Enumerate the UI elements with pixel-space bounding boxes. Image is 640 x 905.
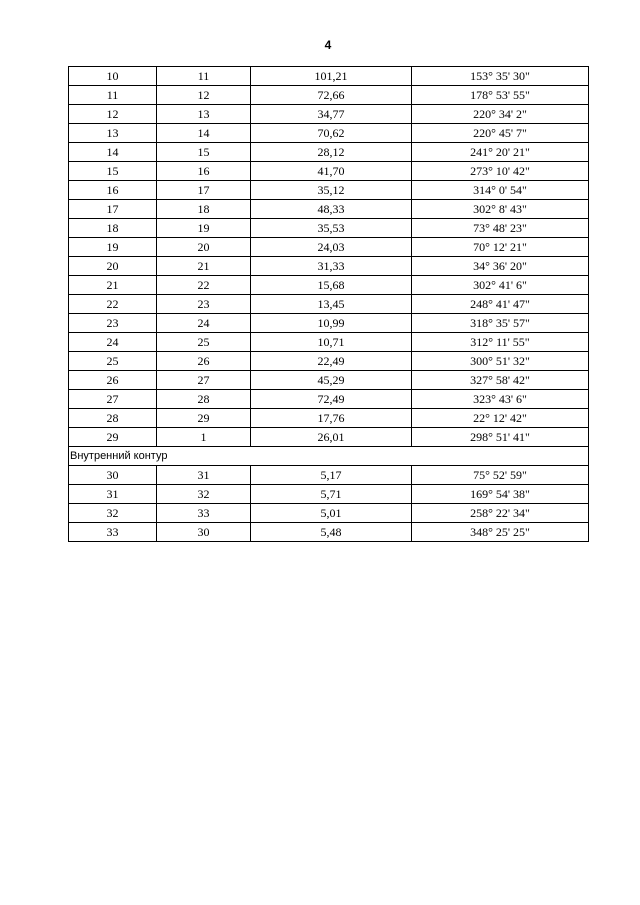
to-point-cell: 20: [157, 238, 251, 257]
length-cell: 101,21: [251, 67, 412, 86]
angle-cell: 348° 25' 25": [412, 523, 589, 542]
section-header-row: [69, 447, 589, 466]
table-row: [69, 371, 589, 390]
to-point-cell: 18: [157, 200, 251, 219]
angle-cell: 34° 36' 20": [412, 257, 589, 276]
table-row: [69, 504, 589, 523]
table-row: [69, 352, 589, 371]
from-point-cell: 31: [69, 485, 157, 504]
from-point-cell: 28: [69, 409, 157, 428]
angle-cell: 73° 48' 23": [412, 219, 589, 238]
to-point-cell: 13: [157, 105, 251, 124]
length-cell: 45,29: [251, 371, 412, 390]
to-point-cell: 17: [157, 181, 251, 200]
angle-cell: 327° 58' 42": [412, 371, 589, 390]
angle-cell: 220° 34' 2": [412, 105, 589, 124]
table-row: [69, 162, 589, 181]
to-point-cell: 25: [157, 333, 251, 352]
angle-cell: 248° 41' 47": [412, 295, 589, 314]
to-point-cell: 29: [157, 409, 251, 428]
table-row: [69, 181, 589, 200]
angle-cell: 323° 43' 6": [412, 390, 589, 409]
to-point-cell: 26: [157, 352, 251, 371]
angle-cell: 318° 35' 57": [412, 314, 589, 333]
length-cell: 22,49: [251, 352, 412, 371]
angle-cell: 298° 51' 41": [412, 428, 589, 447]
length-cell: 5,17: [251, 466, 412, 485]
to-point-cell: 24: [157, 314, 251, 333]
to-point-cell: 21: [157, 257, 251, 276]
angle-cell: 300° 51' 32": [412, 352, 589, 371]
length-cell: 10,99: [251, 314, 412, 333]
to-point-cell: 14: [157, 124, 251, 143]
table-row: [69, 276, 589, 295]
table-row: [69, 390, 589, 409]
from-point-cell: 25: [69, 352, 157, 371]
length-cell: 15,68: [251, 276, 412, 295]
from-point-cell: 10: [69, 67, 157, 86]
to-point-cell: 27: [157, 371, 251, 390]
table-row: [69, 466, 589, 485]
table-row: [69, 409, 589, 428]
from-point-cell: 22: [69, 295, 157, 314]
angle-cell: 220° 45' 7": [412, 124, 589, 143]
from-point-cell: 19: [69, 238, 157, 257]
length-cell: 48,33: [251, 200, 412, 219]
angle-cell: 241° 20' 21": [412, 143, 589, 162]
table-row: [69, 200, 589, 219]
length-cell: 10,71: [251, 333, 412, 352]
from-point-cell: 13: [69, 124, 157, 143]
from-point-cell: 12: [69, 105, 157, 124]
to-point-cell: 23: [157, 295, 251, 314]
table-row: [69, 314, 589, 333]
table-row: [69, 124, 589, 143]
to-point-cell: 32: [157, 485, 251, 504]
angle-cell: 314° 0' 54": [412, 181, 589, 200]
to-point-cell: 30: [157, 523, 251, 542]
table-row: [69, 86, 589, 105]
from-point-cell: 33: [69, 523, 157, 542]
boundary-segments-table: [68, 66, 589, 542]
length-cell: 70,62: [251, 124, 412, 143]
table-row: [69, 485, 589, 504]
from-point-cell: 15: [69, 162, 157, 181]
to-point-cell: 15: [157, 143, 251, 162]
from-point-cell: 23: [69, 314, 157, 333]
from-point-cell: 20: [69, 257, 157, 276]
to-point-cell: 1: [157, 428, 251, 447]
angle-cell: 153° 35' 30": [412, 67, 589, 86]
angle-cell: 169° 54' 38": [412, 485, 589, 504]
length-cell: 35,12: [251, 181, 412, 200]
angle-cell: 22° 12' 42": [412, 409, 589, 428]
length-cell: 35,53: [251, 219, 412, 238]
to-point-cell: 19: [157, 219, 251, 238]
length-cell: 24,03: [251, 238, 412, 257]
from-point-cell: 26: [69, 371, 157, 390]
to-point-cell: 28: [157, 390, 251, 409]
table-row: [69, 257, 589, 276]
length-cell: 72,66: [251, 86, 412, 105]
from-point-cell: 17: [69, 200, 157, 219]
from-point-cell: 14: [69, 143, 157, 162]
angle-cell: 178° 53' 55": [412, 86, 589, 105]
angle-cell: 75° 52' 59": [412, 466, 589, 485]
inner-contour-title: Внутренний контур: [69, 447, 589, 466]
length-cell: 41,70: [251, 162, 412, 181]
table-body: [69, 67, 589, 542]
angle-cell: 258° 22' 34": [412, 504, 589, 523]
from-point-cell: 16: [69, 181, 157, 200]
length-cell: 34,77: [251, 105, 412, 124]
to-point-cell: 22: [157, 276, 251, 295]
length-cell: 26,01: [251, 428, 412, 447]
page-number: 4: [324, 38, 332, 52]
to-point-cell: 12: [157, 86, 251, 105]
length-cell: 5,01: [251, 504, 412, 523]
length-cell: 31,33: [251, 257, 412, 276]
table-row: [69, 428, 589, 447]
from-point-cell: 24: [69, 333, 157, 352]
length-cell: 13,45: [251, 295, 412, 314]
angle-cell: 302° 8' 43": [412, 200, 589, 219]
table-row: [69, 523, 589, 542]
to-point-cell: 31: [157, 466, 251, 485]
length-cell: 72,49: [251, 390, 412, 409]
table-row: [69, 219, 589, 238]
angle-cell: 302° 41' 6": [412, 276, 589, 295]
to-point-cell: 11: [157, 67, 251, 86]
angle-cell: 273° 10' 42": [412, 162, 589, 181]
from-point-cell: 32: [69, 504, 157, 523]
from-point-cell: 11: [69, 86, 157, 105]
table-row: [69, 143, 589, 162]
table-row: [69, 105, 589, 124]
from-point-cell: 27: [69, 390, 157, 409]
length-cell: 28,12: [251, 143, 412, 162]
to-point-cell: 33: [157, 504, 251, 523]
angle-cell: 70° 12' 21": [412, 238, 589, 257]
from-point-cell: 18: [69, 219, 157, 238]
table-row: [69, 333, 589, 352]
table-row: [69, 295, 589, 314]
from-point-cell: 30: [69, 466, 157, 485]
length-cell: 17,76: [251, 409, 412, 428]
from-point-cell: 21: [69, 276, 157, 295]
length-cell: 5,71: [251, 485, 412, 504]
table-row: [69, 67, 589, 86]
length-cell: 5,48: [251, 523, 412, 542]
table-row: [69, 238, 589, 257]
from-point-cell: 29: [69, 428, 157, 447]
to-point-cell: 16: [157, 162, 251, 181]
angle-cell: 312° 11' 55": [412, 333, 589, 352]
